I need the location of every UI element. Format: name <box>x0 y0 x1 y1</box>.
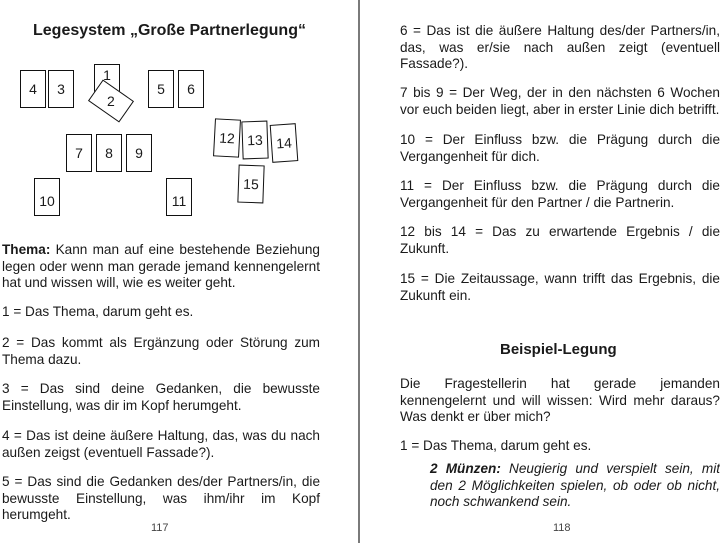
meaning-item-1: 1 = Das Thema, darum geht es. <box>2 304 194 319</box>
card-1: 1 <box>94 64 120 102</box>
card-2: 2 <box>88 79 134 122</box>
example-item-1: 1 = Das Thema, darum geht es. <box>400 438 592 453</box>
left-page <box>0 0 358 543</box>
card-14: 14 <box>270 123 299 163</box>
example-card-label: 2 Münzen: <box>430 461 501 476</box>
spread-title: Legesystem „Große Partnerlegung“ <box>33 22 306 39</box>
card-5: 5 <box>148 70 174 108</box>
meaning-item-4: 4 = Das ist deine äußere Haltung, das, was du nach außen zeigst (eventuell Fassade?). <box>2 428 320 460</box>
meaning-item-10: 10 = Der Einfluss bzw. die Prägung durch die Vergangenheit für dich. <box>400 132 720 164</box>
card-9: 9 <box>126 134 152 172</box>
meaning-item-11: 11 = Der Einfluss bzw. die Prägung durch die Vergangenheit für den Partner / die Partnerin. <box>400 178 720 210</box>
thema-label: Thema: <box>2 242 51 257</box>
example-card-text: Neugierig und verspielt sein, mit den 2 Möglichkeiten spielen, ob oder ob nicht, noch schwankend sein. <box>430 461 720 510</box>
book-spine <box>358 0 360 543</box>
meaning-item-7-9: 7 bis 9 = Der Weg, der in den nächsten 6 Wochen vor euch beiden liegt, aber in erster Linie dich betrifft. <box>400 85 720 117</box>
meaning-item-2: 2 = Das kommt als Ergänzung oder Störung zum Thema dazu. <box>2 335 320 367</box>
card-12: 12 <box>213 118 241 157</box>
card-7: 7 <box>66 134 92 172</box>
page-number-left: 117 <box>151 522 169 534</box>
card-13: 13 <box>241 121 268 160</box>
meaning-item-12-14: 12 bis 14 = Das zu erwartende Ergebnis / die Zukunft. <box>400 224 720 256</box>
card-11: 11 <box>166 178 192 216</box>
card-6: 6 <box>178 70 204 108</box>
card-15: 15 <box>237 165 264 204</box>
card-4: 4 <box>20 70 46 108</box>
example-card-interpretation <box>430 461 720 511</box>
example-intro: Die Fragestellerin hat gerade jemanden kennengelernt und will wissen: Wird mehr daraus? Was denkt er über mich? <box>400 376 720 425</box>
page-number-right: 118 <box>553 522 571 534</box>
meaning-item-6: 6 = Das ist die äußere Haltung des/der Partners/in, das, was er/sie nach außen zeigt (eventuell Fassade?). <box>400 23 720 72</box>
card-8: 8 <box>96 134 122 172</box>
thema-text: Kann man auf eine bestehende Beziehung legen oder wenn man gerade jemand kennengelernt hat und wissen will, wie es weiter geht. <box>2 242 320 291</box>
card-10: 10 <box>34 178 60 216</box>
right-page <box>362 0 720 543</box>
meaning-item-5: 5 = Das sind die Gedanken des/der Partners/in, die bewusste Einstellung, was ihm/ihr im Kopf herumgeht. <box>2 474 320 523</box>
example-title: Beispiel-Legung <box>500 341 617 358</box>
card-3: 3 <box>48 70 74 108</box>
thema-paragraph <box>2 242 320 292</box>
meaning-item-15: 15 = Die Zeitaussage, wann trifft das Ergebnis, die Zukunft ein. <box>400 271 720 303</box>
meaning-item-3: 3 = Das sind deine Gedanken, die bewusste Einstellung, was dir im Kopf herumgeht. <box>2 381 320 413</box>
